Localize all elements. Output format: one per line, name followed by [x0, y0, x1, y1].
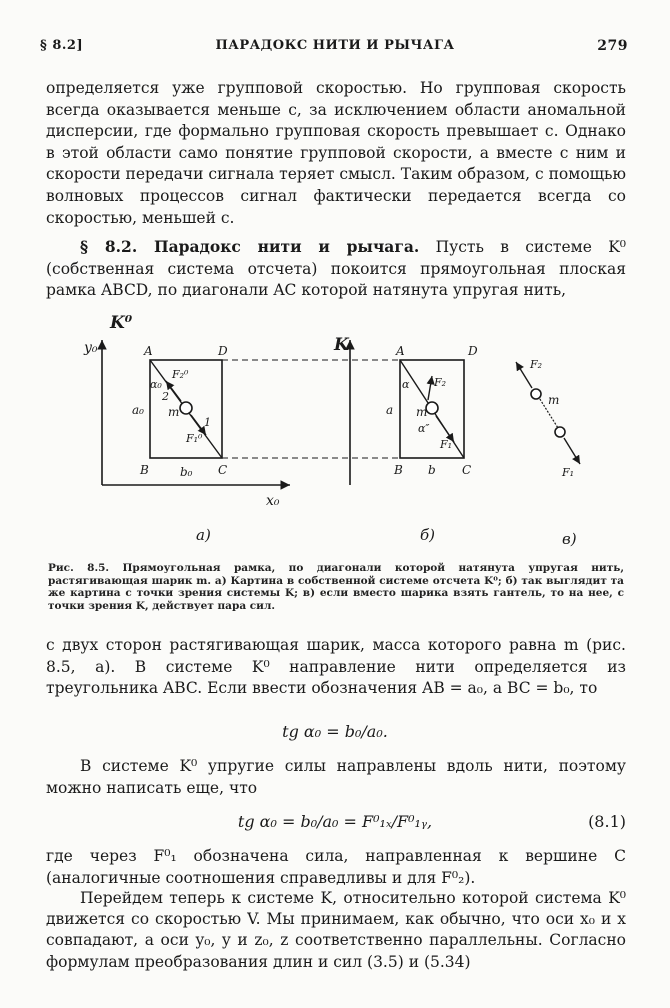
corner-D: D [218, 344, 228, 358]
force-F1-c: F₁ [562, 466, 575, 479]
force-arrow-F2 [428, 376, 432, 400]
angle-alpha0: α₀ [150, 378, 162, 391]
corner-C-b: C [462, 463, 472, 477]
panel-a [83, 313, 400, 544]
side-a0: a₀ [132, 403, 144, 417]
section-heading: § 8.2. Парадокс нити и рычага. [80, 237, 420, 256]
panel-a-label: а) [196, 526, 211, 544]
force-F20: F₂⁰ [172, 368, 189, 381]
figure-8-5 [0, 300, 670, 560]
panel-a-x-axis-label: x₀ [266, 493, 280, 509]
formula-2: tg α₀ = b₀/a₀ = F⁰₁ₓ/F⁰₁ᵧ, [237, 812, 433, 831]
panel-a-y-axis-label: y₀ [84, 340, 98, 356]
force-F2-c: F₂ [530, 358, 543, 371]
mass-label-b: m [416, 405, 428, 419]
corner-D-b: D [468, 344, 478, 358]
paragraph-2-text: Пусть в системе K⁰ (собственная система отсчета) покоится прямоугольная плоская рамка ABCD, по диагонали AC которой натянута упругая нить, [46, 238, 626, 300]
force-F1: F₁ [440, 438, 453, 451]
force-F10: F₁⁰ [186, 432, 203, 445]
corner-A-b: A [396, 344, 405, 358]
paragraph-1: определяется уже групповой скоростью. Но групповая скорость всегда оказывается меньше c, за исключением области аномальной дисперсии, где формально групповая скорость превышает c. Однако в этой области само понятие групповой скорости, а вместе с ним и скорости передачи сигнала теряет смысл. Таким образом, с помощью волновых процессов сигнал фактически передается всегда со скоростью, меньшей c. [46, 79, 626, 227]
corner-B: B [140, 463, 149, 477]
dumbbell-ball-top [531, 389, 541, 399]
force-F2: F₂ [434, 376, 447, 389]
corner-B-b: B [394, 463, 403, 477]
panel-b-frame-label: K [334, 335, 349, 355]
side-a: a [386, 403, 394, 417]
mass-label: m [168, 405, 180, 419]
mass-ball [180, 402, 192, 414]
mass-ball-b [426, 402, 438, 414]
paragraph-6: Перейдем теперь к системе K, относительно которой система K⁰ движется со скоростью V. Мы принимаем, как обычно, что оси x₀ и x совпадают, а оси y₀, y и z₀, z соответственно параллельны. Согласно формулам преобразования длин и сил (3.5) и (5.34) [46, 889, 626, 971]
panel-b [333, 335, 478, 544]
header-title: ПАРАДОКС НИТИ И РЫЧАГА [215, 38, 455, 53]
header-section: § 8.2] [40, 38, 84, 53]
dumbbell-ball-bottom [555, 427, 565, 437]
side-b0: b₀ [180, 465, 193, 479]
paragraph-3: с двух сторон растягивающая шарик, масса которого равна m (рис. 8.5, а). В системе K⁰ направление нити определяется из треугольника ABC. Если ввести обозначения AB = a₀, а BC = b₀, то [46, 636, 626, 698]
angle-alpha2: α″ [418, 422, 430, 435]
panel-a-frame-label: K⁰ [110, 313, 133, 333]
panel-c-label: в) [562, 530, 577, 548]
panel-c [516, 358, 580, 548]
formula-1: tg α₀ = b₀/a₀. [282, 722, 388, 741]
side-b: b [428, 463, 436, 477]
mass-label-c: m [548, 393, 560, 407]
force-arrow-F1-c [564, 438, 580, 464]
label-2: 2 [162, 390, 169, 403]
paragraph-4: В системе K⁰ упругие силы направлены вдоль нити, поэтому можно написать еще, что [46, 757, 626, 797]
label-1: 1 [204, 416, 211, 429]
corner-C: C [218, 463, 228, 477]
page-number: 279 [597, 38, 628, 54]
figure-caption: Рис. 8.5. Прямоугольная рамка, по диагонали которой натянута упругая нить, растягивающая шарик m. а) Картина в собственной системе отсчета K⁰; б) так выглядит та же картина с точки зрения системы K; в) если вместо шарика взять гантель, то на нее, с точки зрения K, действует пара сил. [48, 562, 624, 612]
corner-A: A [144, 344, 153, 358]
panel-b-label: б) [420, 526, 436, 544]
angle-alpha: α [402, 378, 410, 391]
equation-number: (8.1) [588, 812, 626, 831]
paragraph-2 [46, 236, 626, 302]
paragraph-5: где через F⁰₁ обозначена сила, направленная к вершине C (аналогичные соотношения справедливы и для F⁰₂). [46, 847, 626, 887]
